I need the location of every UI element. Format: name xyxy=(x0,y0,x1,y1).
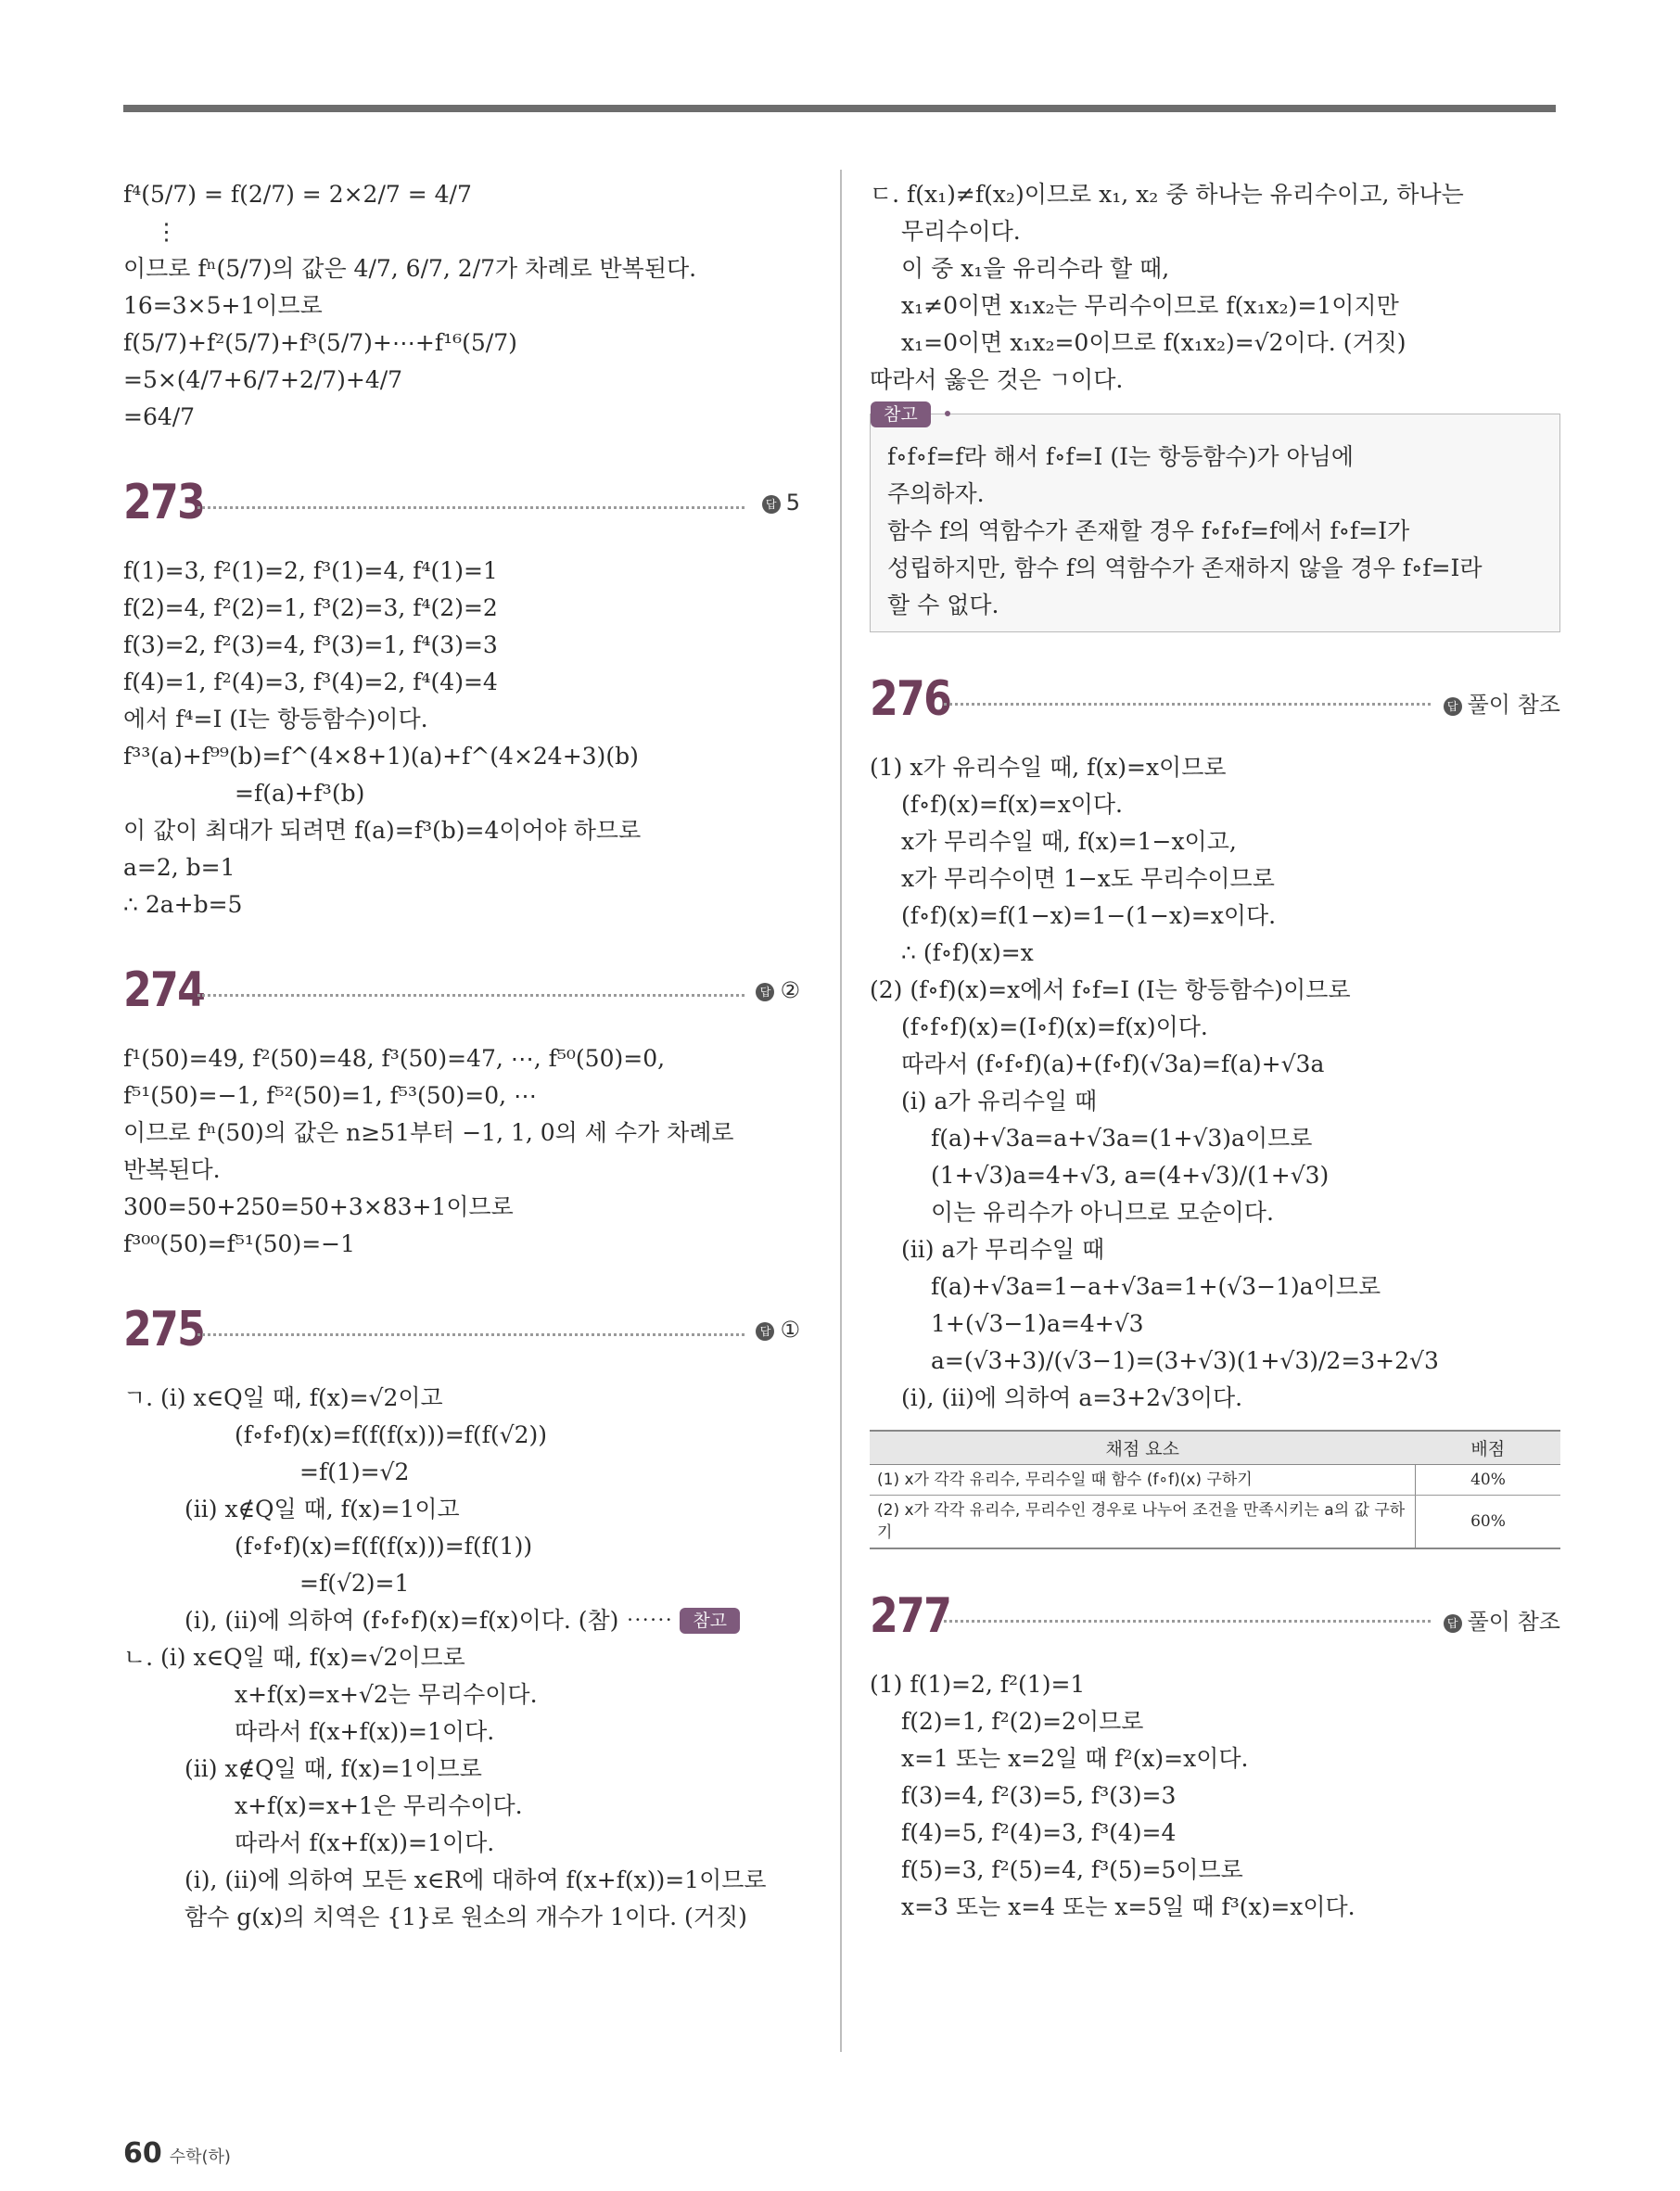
math-line: 1+(√3−1)a=4+√3 xyxy=(931,1310,1144,1337)
math-line: f(2)=1, f²(2)=2이므로 xyxy=(901,1708,1144,1735)
math-line: f(4)=5, f²(4)=3, f³(4)=4 xyxy=(901,1819,1177,1846)
answer-icon: 답 xyxy=(1444,1614,1462,1633)
math-line: f(3)=2, f²(3)=4, f³(3)=1, f⁴(3)=3 xyxy=(123,631,498,658)
problem-number: 275 xyxy=(123,1302,205,1357)
answer-icon: 답 xyxy=(756,983,774,1001)
answer-value: ① xyxy=(780,1317,800,1343)
math-line: (ii) x∉Q일 때, f(x)=1이므로 xyxy=(185,1755,482,1782)
math-line: 이므로 fⁿ(50)의 값은 n≥51부터 −1, 1, 0의 세 수가 차례로 xyxy=(123,1119,734,1146)
math-line: f(5/7)+f²(5/7)+f³(5/7)+⋯+f¹⁶(5/7) xyxy=(123,329,517,356)
math-line: 이는 유리수가 아니므로 모순이다. xyxy=(931,1199,1274,1226)
math-line: 함수 g(x)의 치역은 {1}로 원소의 개수가 1이다. (거짓) xyxy=(185,1904,747,1930)
math-line: f(2)=4, f²(2)=1, f³(2)=3, f⁴(2)=2 xyxy=(123,594,498,621)
solution-275-continued xyxy=(870,176,1560,399)
answer-label xyxy=(762,490,800,516)
answer-icon: 답 xyxy=(762,495,781,514)
intro-block xyxy=(123,176,800,436)
math-line: 반복된다. xyxy=(123,1156,221,1183)
math-line: 에서 f⁴=I (I는 항등함수)이다. xyxy=(123,706,428,732)
note-line: 주의하자. xyxy=(887,480,985,507)
answer-label xyxy=(1444,1603,1560,1636)
math-line: a=2, b=1 xyxy=(123,854,235,881)
math-line: f(4)=1, f²(4)=3, f³(4)=2, f⁴(4)=4 xyxy=(123,669,498,695)
problem-header-277 xyxy=(870,1583,1560,1648)
math-line: (ii) a가 무리수일 때 xyxy=(901,1236,1105,1263)
math-line: f(5)=3, f²(5)=4, f³(5)=5이므로 xyxy=(901,1856,1243,1883)
solution-274 xyxy=(123,1040,800,1263)
table-header-item: 채점 요소 xyxy=(870,1431,1416,1465)
math-line: f⁵¹(50)=−1, f⁵²(50)=1, f⁵³(50)=0, ⋯ xyxy=(123,1082,538,1109)
math-line: (ii) x∉Q일 때, f(x)=1이고 xyxy=(185,1496,460,1522)
top-rule xyxy=(123,105,1556,112)
leader-dots xyxy=(944,1620,1431,1623)
math-line: x₁=0이면 x₁x₂=0이므로 f(x₁x₂)=√2이다. (거짓) xyxy=(901,329,1406,356)
answer-label xyxy=(1444,686,1560,719)
page-footer xyxy=(123,2137,231,2170)
solution-276 xyxy=(870,749,1560,1417)
problem-header-274 xyxy=(123,957,800,1022)
math-line: (1+√3)a=4+√3, a=(4+√3)/(1+√3) xyxy=(931,1162,1330,1189)
math-line: (f∘f∘f)(x)=f(f(f(x)))=f(f(√2)) xyxy=(235,1421,548,1448)
math-line: ㄱ. (i) x∈Q일 때, f(x)=√2이고 xyxy=(123,1384,443,1411)
answer-icon: 답 xyxy=(1444,697,1462,716)
answer-value: 풀이 참조 xyxy=(1467,1609,1560,1635)
note-box xyxy=(870,404,1560,632)
problem-number: 273 xyxy=(123,475,205,530)
math-line: (i) a가 유리수일 때 xyxy=(901,1088,1098,1115)
math-line: 300=50+250=50+3×83+1이므로 xyxy=(123,1193,514,1220)
math-line: x가 무리수일 때, f(x)=1−x이고, xyxy=(901,828,1237,855)
math-line: x+f(x)=x+1은 무리수이다. xyxy=(235,1792,523,1819)
math-line: ㄴ. (i) x∈Q일 때, f(x)=√2이므로 xyxy=(123,1644,465,1671)
leader-dots xyxy=(197,1333,745,1336)
solution-273 xyxy=(123,553,800,924)
math-line: f(a)+√3a=1−a+√3a=1+(√3−1)a이므로 xyxy=(931,1273,1381,1300)
math-line: 따라서 (f∘f∘f)(a)+(f∘f)(√3a)=f(a)+√3a xyxy=(901,1051,1325,1077)
math-line: f(a)+√3a=a+√3a=(1+√3)a이므로 xyxy=(931,1125,1313,1152)
math-line: x=1 또는 x=2일 때 f²(x)=x이다. xyxy=(901,1745,1249,1772)
scoring-table xyxy=(870,1430,1560,1549)
math-line: x+f(x)=x+√2는 무리수이다. xyxy=(235,1681,538,1708)
table-row xyxy=(870,1465,1560,1496)
note-line: 함수 f의 역함수가 존재할 경우 f∘f∘f=f에서 f∘f=I가 xyxy=(887,517,1410,544)
math-line: ∴ 2a+b=5 xyxy=(123,891,243,918)
leader-dots xyxy=(197,506,745,509)
answer-value: ② xyxy=(780,977,800,1003)
table-cell-points: 40% xyxy=(1416,1465,1561,1496)
math-line: f(1)=3, f²(1)=2, f³(1)=4, f⁴(1)=1 xyxy=(123,557,498,584)
math-line: =64/7 xyxy=(123,403,196,430)
note-line: f∘f∘f=f라 해서 f∘f=I (I는 항등함수)가 아님에 xyxy=(887,443,1354,470)
math-line: x가 무리수이면 1−x도 무리수이므로 xyxy=(901,865,1275,892)
problem-header-275 xyxy=(123,1296,800,1361)
note-tag: 참고 xyxy=(871,401,931,427)
math-line: ㄷ. f(x₁)≠f(x₂)이므로 x₁, x₂ 중 하나는 유리수이고, 하나는 xyxy=(870,181,1464,208)
problem-header-276 xyxy=(870,666,1560,731)
math-line: (f∘f∘f)(x)=f(f(f(x)))=f(f(1)) xyxy=(235,1533,533,1560)
book-title: 수학(하) xyxy=(169,2147,231,2167)
note-line: 할 수 없다. xyxy=(887,592,999,618)
math-line: (1) f(1)=2, f²(1)=1 xyxy=(870,1671,1086,1698)
left-column xyxy=(123,176,800,1936)
math-line: 이 값이 최대가 되려면 f(a)=f³(b)=4이어야 하므로 xyxy=(123,817,642,844)
math-line: a=(√3+3)/(√3−1)=(3+√3)(1+√3)/2=3+2√3 xyxy=(931,1347,1439,1374)
math-line: f⁴(5/7) = f(2/7) = 2×2/7 = 4/7 xyxy=(123,181,472,208)
math-line: ∴ (f∘f)(x)=x xyxy=(901,939,1034,966)
math-line: 이므로 fⁿ(5/7)의 값은 4/7, 6/7, 2/7가 차례로 반복된다. xyxy=(123,255,697,282)
math-line: ⋮ xyxy=(155,218,178,245)
problem-number: 276 xyxy=(870,671,951,727)
table-row xyxy=(870,1496,1560,1549)
table-cell-item: (1) x가 각각 유리수, 무리수일 때 함수 (f∘f)(x) 구하기 xyxy=(870,1465,1416,1496)
math-line: (i), (ii)에 의하여 모든 x∈R에 대하여 f(x+f(x))=1이므로 xyxy=(185,1866,767,1893)
math-text: (i), (ii)에 의하여 (f∘f∘f)(x)=f(x)이다. (참) ⋯⋯ xyxy=(185,1607,673,1634)
problem-number: 274 xyxy=(123,962,205,1018)
answer-label xyxy=(756,977,800,1003)
math-line: 따라서 옳은 것은 ㄱ이다. xyxy=(870,366,1124,393)
column-divider xyxy=(840,170,842,2052)
answer-value: 풀이 참조 xyxy=(1467,692,1560,718)
math-line: f¹(50)=49, f²(50)=48, f³(50)=47, ⋯, f⁵⁰(50)=0, xyxy=(123,1045,666,1072)
math-line: (1) x가 유리수일 때, f(x)=x이므로 xyxy=(870,754,1227,781)
math-line: (f∘f)(x)=f(x)=x이다. xyxy=(901,791,1123,818)
math-line: 무리수이다. xyxy=(901,218,1021,245)
solution-277 xyxy=(870,1666,1560,1926)
table-cell-item: (2) x가 각각 유리수, 무리수인 경우로 나누어 조건을 만족시키는 a의 값 구하기 xyxy=(870,1496,1416,1549)
math-line: x₁≠0이면 x₁x₂는 무리수이므로 f(x₁x₂)=1이지만 xyxy=(901,292,1399,319)
solution-275 xyxy=(123,1380,800,1936)
math-line: (f∘f)(x)=f(1−x)=1−(1−x)=x이다. xyxy=(901,902,1277,929)
math-line: 따라서 f(x+f(x))=1이다. xyxy=(235,1718,495,1745)
math-line: (i), (ii)에 의하여 a=3+2√3이다. xyxy=(901,1384,1243,1411)
math-line: 따라서 f(x+f(x))=1이다. xyxy=(235,1829,495,1856)
note-dot xyxy=(945,411,950,416)
answer-value: 5 xyxy=(785,490,800,516)
math-line: =f(√2)=1 xyxy=(299,1570,410,1597)
table-header-points: 배점 xyxy=(1416,1431,1561,1465)
table-header-row xyxy=(870,1431,1560,1465)
math-line: f³⁰⁰(50)=f⁵¹(50)=−1 xyxy=(123,1230,355,1257)
math-line xyxy=(123,1602,800,1639)
math-line: =5×(4/7+6/7+2/7)+4/7 xyxy=(123,366,403,393)
answer-label xyxy=(756,1317,800,1343)
math-line: 이 중 x₁을 유리수라 할 때, xyxy=(901,255,1170,282)
problem-header-273 xyxy=(123,469,800,534)
page-number: 60 xyxy=(123,2137,162,2170)
math-line: (2) (f∘f)(x)=x에서 f∘f=I (I는 항등함수)이므로 xyxy=(870,976,1351,1003)
reference-tag: 참고 xyxy=(680,1608,740,1634)
note-line: 성립하지만, 함수 f의 역함수가 존재하지 않을 경우 f∘f=I라 xyxy=(887,554,1483,581)
leader-dots xyxy=(944,703,1431,706)
math-line: f(3)=4, f²(3)=5, f³(3)=3 xyxy=(901,1782,1177,1809)
leader-dots xyxy=(197,994,745,997)
math-line: =f(a)+f³(b) xyxy=(235,780,365,807)
math-line: f³³(a)+f⁹⁹(b)=f^(4×8+1)(a)+f^(4×24+3)(b) xyxy=(123,743,639,770)
math-line: (f∘f∘f)(x)=(I∘f)(x)=f(x)이다. xyxy=(901,1013,1208,1040)
table-cell-points: 60% xyxy=(1416,1496,1561,1549)
problem-number: 277 xyxy=(870,1588,951,1644)
math-line: =f(1)=√2 xyxy=(299,1459,410,1485)
answer-icon: 답 xyxy=(756,1322,774,1341)
right-column xyxy=(870,176,1560,1926)
math-line: x=3 또는 x=4 또는 x=5일 때 f³(x)=x이다. xyxy=(901,1893,1355,1920)
math-line: 16=3×5+1이므로 xyxy=(123,292,323,319)
